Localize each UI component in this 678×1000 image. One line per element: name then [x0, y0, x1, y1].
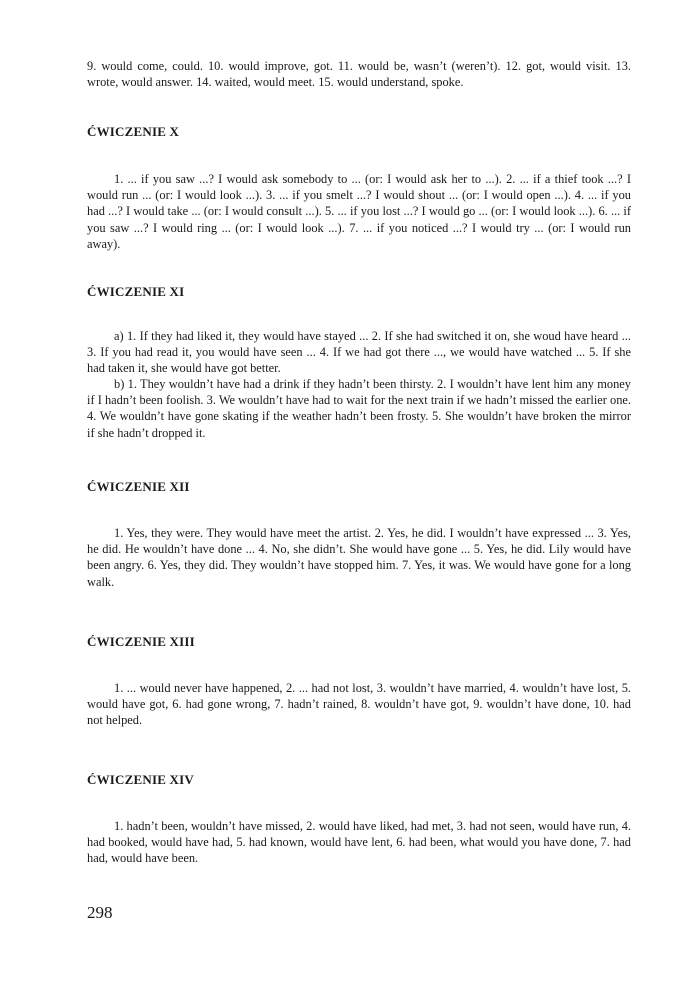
answers-continuation: 9. would come, could. 10. would improve, got. 11. would be, wasn’t (weren’t). 12. got, would visit. 13. wrote, would answer. 14. waited, would meet. 15. would understand, spoke. [87, 59, 631, 90]
section-heading-xii: ĆWICZENIE XII [87, 479, 190, 494]
section-heading-xi: ĆWICZENIE XI [87, 284, 185, 299]
section-xiii-answers: 1. ... would never have happened, 2. ... had not lost, 3. wouldn’t have married, 4. wouldn’t have lost, 5. would have got, 6. had gone wrong, 7. hadn’t rained, 8. wouldn’t have got, 9. wouldn’t have done, 10. had not helped. [87, 681, 631, 728]
section-xi-answers-a: a) 1. If they had liked it, they would have stayed ... 2. If she had switched it on, she woud have heard ... 3. If you had read it, you would have seen ... 4. If we had got there ..., we would have watched ... 5. If she had taken it, she would have got better. [87, 329, 631, 376]
page-number: 298 [87, 903, 113, 922]
section-heading-xiii: ĆWICZENIE XIII [87, 634, 195, 649]
section-xi-answers-b: b) 1. They wouldn’t have had a drink if they hadn’t been thirsty. 2. I wouldn’t have lent him any money if I hadn’t been foolish. 3. We wouldn’t have had to wait for the next train if we hadn’t missed the earlier one. 4. We wouldn’t have gone skating if the weather hadn’t been frosty. 5. She wouldn’t have broken the mirror if she hadn’t dropped it. [87, 377, 631, 440]
section-x-answers: 1. ... if you saw ...? I would ask somebody to ... (or: I would ask her to ...). 2. ... if a thief took ...? I would run ... (or: I would look ...). 3. ... if you smelt ...? I would shout ... (or: I would open ...). 4. ... if you had ...? I would take ... (or: I would consult ...). 5. ... if you lost ...? I would go ... (or: I would look ...). 6. ... if you saw ...? I would ring ... (or: I would look ...). 7. ... if you noticed ...? I would try ... (or: I would run away). [87, 172, 631, 251]
section-heading-xiv: ĆWICZENIE XIV [87, 772, 194, 787]
section-xiv-answers: 1. hadn’t been, wouldn’t have missed, 2. would have liked, had met, 3. had not seen, would have run, 4. had booked, would have had, 5. had known, would have lent, 6. had been, what would you have done, 7. had had, would have been. [87, 819, 631, 866]
section-xii-answers: 1. Yes, they were. They would have meet the artist. 2. Yes, he did. I wouldn’t have expressed ... 3. Yes, he did. He wouldn’t have done ... 4. No, she didn’t. She would have gone ... 5. Yes, he did. Lily would have been angry. 6. Yes, they did. They wouldn’t have stopped him. 7. Yes, it was. We would have gone for a long walk. [87, 526, 631, 589]
section-heading-x: ĆWICZENIE X [87, 124, 180, 139]
